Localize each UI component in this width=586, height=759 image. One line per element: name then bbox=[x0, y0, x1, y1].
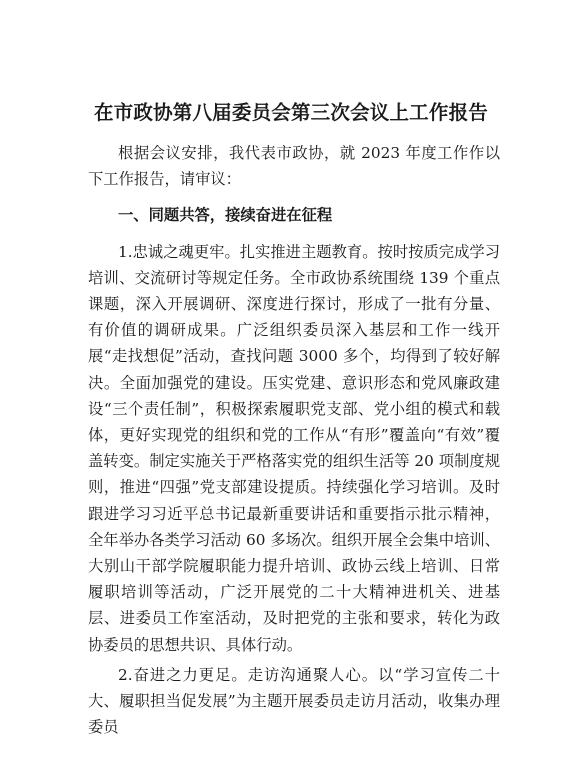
body-paragraph-2: 2.奋进之力更足。走访沟通聚人心。以“学习宣传二十大、履职担当促发展”为主题开展委员走访月活动，收集办理委员 bbox=[88, 665, 500, 737]
document-page bbox=[88, 98, 500, 740]
intro-paragraph: 根据会议安排，我代表市政协，就 2023 年度工作作以下工作报告，请审议： bbox=[88, 144, 500, 189]
section-heading: 一、同题共答，接续奋进在征程 bbox=[118, 206, 333, 225]
document-title: 在市政协第八届委员会第三次会议上工作报告 bbox=[93, 101, 488, 124]
body-paragraph-1: 1.忠诚之魂更牢。扎实推进主题教育。按时按质完成学习培训、交流研讨等规定任务。全市政协系统围绕 139 个重点课题，深入开展调研、深度进行探讨，形成了一批有分量、有价值的调研成果。广泛组织委员深入基层和工作一线开展“走找想促”活动，查找问题 3000 多个，均得到了较好解决。全面加强党的建设。压实党建、意识形态和党风廉政建设“三个责任制”，积极探索履职党支部、党小组的模式和载体，更好实现党的组织和党的工作从“有形”覆盖向“有效”覆盖转变。制定实施关于严格落实党的组织生活等 20 项制度规则，推进“四强”党支部建设提质。持续强化学习培训。及时跟进学习习近平总书记最新重要讲话和重要指示批示精神，全年举办各类学习活动 60 多场次。组织开展全会集中培训、大别山干部学院履职能力提升培训、政协云线上培训、日常履职培训等活动，广泛开展党的二十大精神进机关、进基层、进委员工作室活动，及时把党的主张和要求，转化为政协委员的思想共识、具体行动。 bbox=[88, 242, 500, 654]
